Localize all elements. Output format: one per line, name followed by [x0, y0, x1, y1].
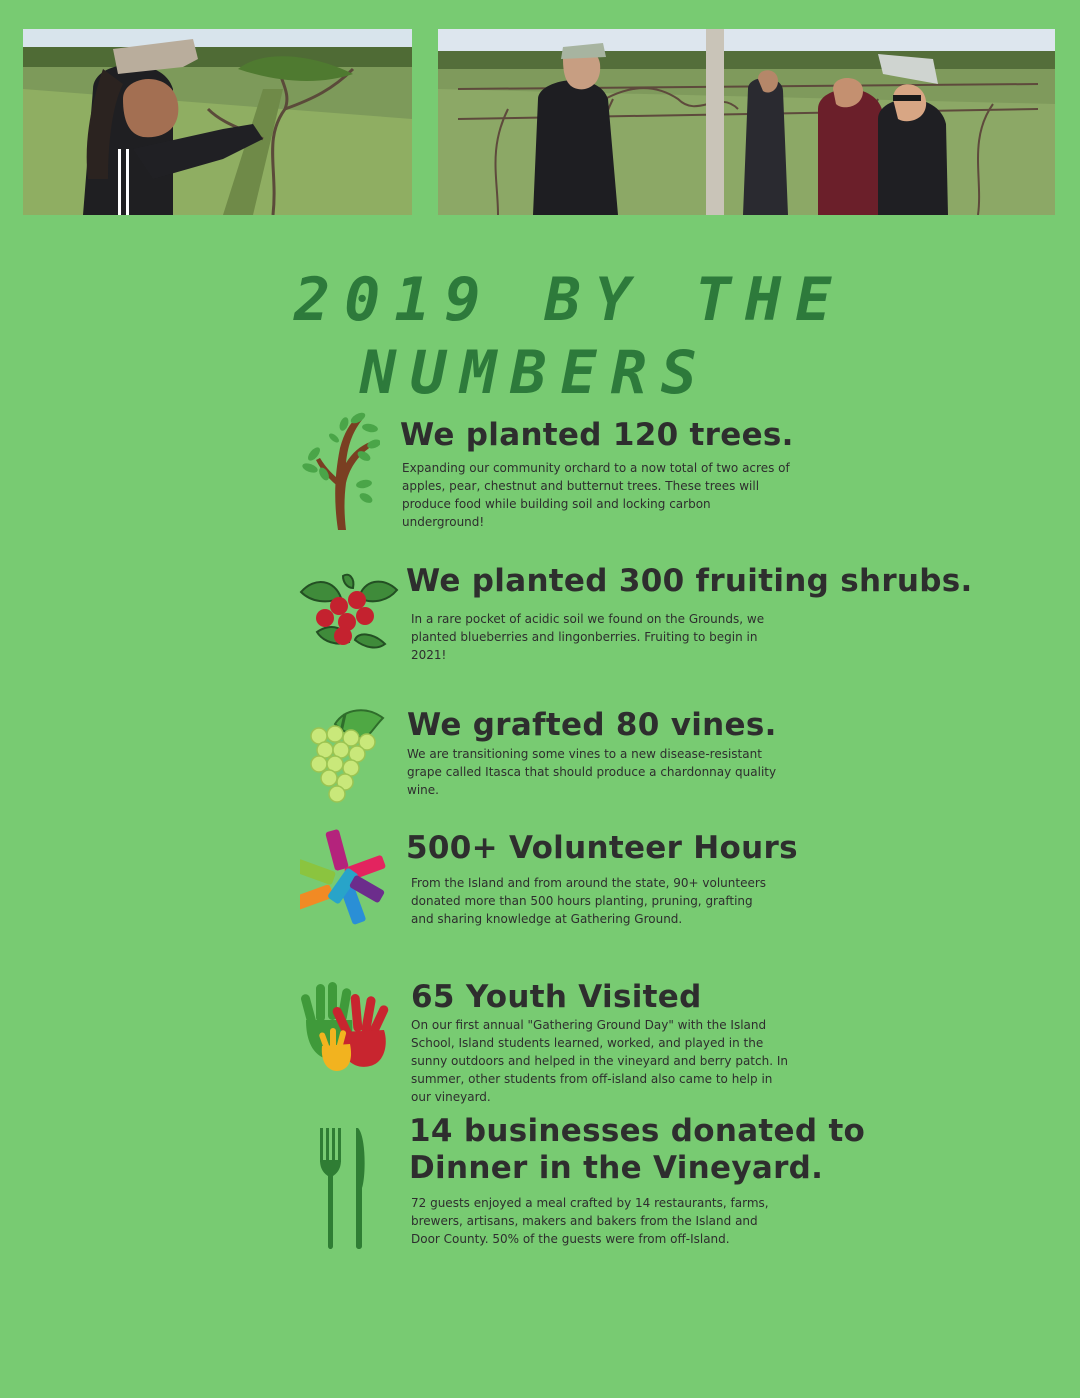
fork-knife-icon — [316, 1126, 368, 1250]
page-title-line2: NUMBERS — [360, 338, 711, 408]
stat-description: From the Island and from around the state, 90+ volunteers donated more than 500 hours planting, pruning, grafting and sharing knowledge at Gathering Ground. — [411, 876, 767, 926]
stat-description: Expanding our community orchard to a now total of two acres of apples, pear, chestnut and butternut trees. These trees will produce food while building soil and locking carbon underground! — [402, 461, 790, 529]
stat-heading: 65 Youth Visited — [411, 979, 702, 1015]
stat-heading: We planted 120 trees. — [400, 417, 794, 453]
stat-heading: 500+ Volunteer Hours — [406, 830, 798, 866]
stat-heading: We planted 300 fruiting shrubs. — [406, 563, 973, 599]
photo-volunteer-pruning — [23, 29, 412, 215]
berries-icon — [297, 570, 401, 650]
hands-together-icon — [300, 828, 392, 928]
stat-description: 72 guests enjoyed a meal crafted by 14 restaurants, farms, brewers, artisans, makers and bakers from the Island and Door County. 50% of the guests were from off-Island. — [411, 1196, 769, 1246]
stat-description: We are transitioning some vines to a new disease-resistant grape called Itasca that should produce a chardonnay quality wine. — [407, 747, 777, 797]
page-title-line1: 2019 BY THE — [294, 265, 846, 335]
handprints-icon — [300, 980, 392, 1074]
stat-description: On our first annual "Gathering Ground Day" with the Island School, Island students learned, worked, and played in the sunny outdoors and helped in the vineyard and berry patch. In summer, other students from off-island also came to help in our vineyard. — [411, 1018, 788, 1104]
grapes-icon — [305, 708, 387, 804]
stat-description: In a rare pocket of acidic soil we found on the Grounds, we planted blueberries and lingonberries. Fruiting to begin in 2021! — [411, 612, 765, 662]
stat-heading: We grafted 80 vines. — [407, 707, 777, 743]
stat-heading-line2: Dinner in the Vineyard. — [409, 1150, 824, 1186]
stat-heading-line1: 14 businesses donated to — [409, 1113, 866, 1149]
tree-icon — [300, 408, 380, 532]
photo-volunteers-vineyard — [438, 29, 1055, 215]
